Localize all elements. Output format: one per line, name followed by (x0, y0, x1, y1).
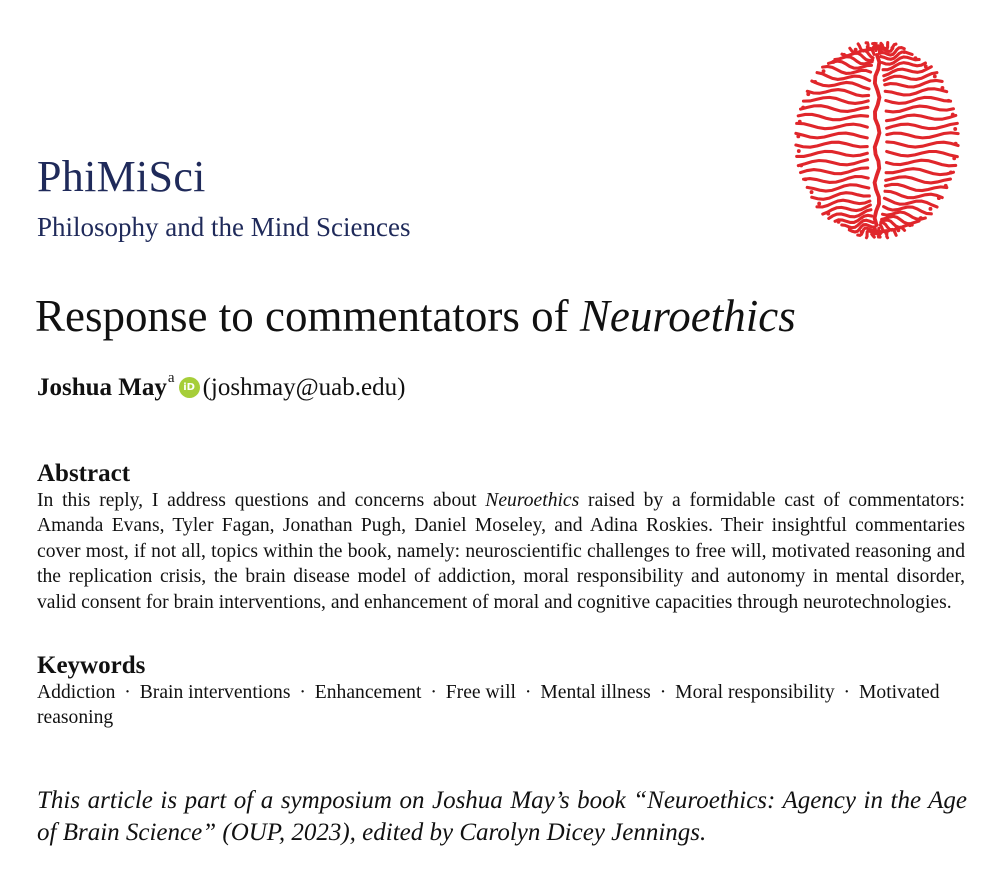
logo-dot (822, 69, 826, 73)
logo-dot (797, 149, 801, 153)
logo-dot (954, 142, 958, 146)
keyword-item: Free will (445, 682, 516, 703)
logo-dot (813, 80, 817, 84)
logo-stroke (817, 200, 870, 207)
logo-stroke (804, 177, 869, 183)
logo-dot (929, 207, 933, 211)
logo-dot (854, 48, 858, 52)
logo-stroke (801, 168, 868, 174)
author-line (37, 370, 406, 402)
logo-dot (890, 46, 894, 50)
author-name: Joshua May (37, 374, 167, 401)
logo-dot (798, 120, 802, 124)
logo-dot (817, 202, 821, 206)
logo-stroke (886, 97, 951, 103)
logo-dot (914, 56, 918, 60)
logo-stroke (886, 169, 953, 175)
logo-stroke (886, 106, 953, 112)
logo-stroke (796, 133, 867, 138)
keyword-item: Mental illness (540, 682, 651, 703)
logo-stroke (812, 193, 870, 200)
logo-dot (810, 190, 814, 194)
logo-spine (875, 55, 880, 225)
title-book: Neuroethics (579, 291, 796, 341)
logo-dot (944, 184, 948, 188)
author-email[interactable]: (joshmay@uab.edu) (202, 374, 406, 401)
abstract-text-before: In this reply, I address questions and concerns about (37, 490, 486, 511)
journal-subtitle: Philosophy and the Mind Sciences (37, 212, 411, 242)
logo-dot (804, 177, 808, 181)
logo-dot (953, 127, 957, 131)
logo-dot (941, 86, 945, 90)
title-main: Response to commentators of (35, 291, 569, 341)
logo-dot (949, 171, 953, 175)
logo-stroke (887, 142, 958, 147)
keyword-item: Brain interventions (139, 682, 291, 703)
logo-dot (947, 99, 951, 103)
journal-logo (790, 40, 964, 240)
keyword-separator: · (124, 682, 131, 703)
logo-dot (842, 53, 846, 57)
logo-dot (908, 223, 912, 227)
abstract-text-after: raised by a formidable cast of commentators: Amanda Evans, Tyler Fagan, Jonathan Pugh, Daniel Moseley, and Adina Roskies. Their insightful commentaries cover most, if not all, topics within the book, namely: neuroscientific challenges to free will, motivated reasoning and the replication crisis, the brain disease model of addiction, moral responsibility and autonomy in mental disorder, valid consent for brain interventions, and enhancement of moral and cognitive capacities through neurotechnologies. (37, 490, 965, 613)
logo-stroke (798, 114, 867, 119)
logo-dot (848, 226, 852, 230)
keyword-item: Addiction (37, 682, 116, 703)
logo-dot (919, 216, 923, 220)
symposium-note: This article is part of a symposium on Joshua May’s book “Neuroethics: Agency in the Age of Brain Science” (OUP, 2023), edited by Carolyn Dicey Jennings. (37, 787, 967, 846)
logo-dot (924, 64, 928, 68)
keyword-separator: · (843, 682, 851, 703)
keywords-heading: Keywords (37, 652, 146, 679)
logo-stroke (885, 184, 946, 190)
logo-dot (902, 50, 906, 54)
keyword-separator: · (524, 682, 532, 703)
logo-stroke (807, 90, 868, 96)
logo-dot (884, 231, 888, 235)
logo-dot (837, 220, 841, 224)
logo-dot (872, 232, 876, 236)
logo-dot (951, 113, 955, 117)
logo-dot (952, 156, 956, 160)
logo-stroke (886, 177, 951, 183)
logo-dot (866, 45, 870, 49)
abstract-book: Neuroethics (485, 490, 580, 511)
keyword-item: Moral responsibility (675, 682, 835, 703)
journal-name: PhiMiSci (37, 152, 206, 201)
keyword-separator: · (299, 682, 306, 703)
logo-stroke (801, 106, 868, 112)
logo-stroke (797, 123, 868, 128)
keywords-list (37, 680, 967, 731)
author-affiliation: a (167, 370, 175, 386)
logo-dot (826, 212, 830, 216)
keyword-item: Motivated reasoning (37, 682, 940, 729)
keyword-separator: · (430, 682, 437, 703)
logo-dot (937, 196, 941, 200)
logo-stroke (807, 185, 869, 191)
keyword-separator: · (659, 682, 667, 703)
logo-stroke (885, 89, 946, 95)
logo-dot (796, 134, 800, 138)
logo-stroke (887, 123, 958, 128)
logo-stroke (796, 142, 867, 147)
logo-stroke (803, 97, 868, 103)
logo-stroke (812, 81, 869, 89)
logo-dot (799, 163, 803, 167)
logo-dot (801, 106, 805, 110)
logo-dot (896, 228, 900, 232)
logo-stroke (887, 152, 958, 157)
logo-stroke (885, 80, 942, 86)
logo-dot (806, 92, 810, 96)
abstract-text (37, 488, 965, 615)
abstract-heading: Abstract (37, 460, 131, 487)
logo-stroke (797, 151, 868, 156)
logo-stroke (887, 133, 958, 138)
logo-stroke (885, 191, 942, 197)
logo-stroke (798, 160, 867, 166)
keyword-item: Enhancement (314, 682, 422, 703)
logo-stroke (886, 160, 955, 166)
orcid-icon[interactable]: iD (179, 377, 200, 398)
logo-dot (878, 44, 882, 48)
article-title (35, 290, 796, 342)
logo-dot (831, 60, 835, 64)
logo-dot (933, 74, 937, 78)
logo-stroke (886, 115, 955, 121)
logo-dot (860, 230, 864, 234)
